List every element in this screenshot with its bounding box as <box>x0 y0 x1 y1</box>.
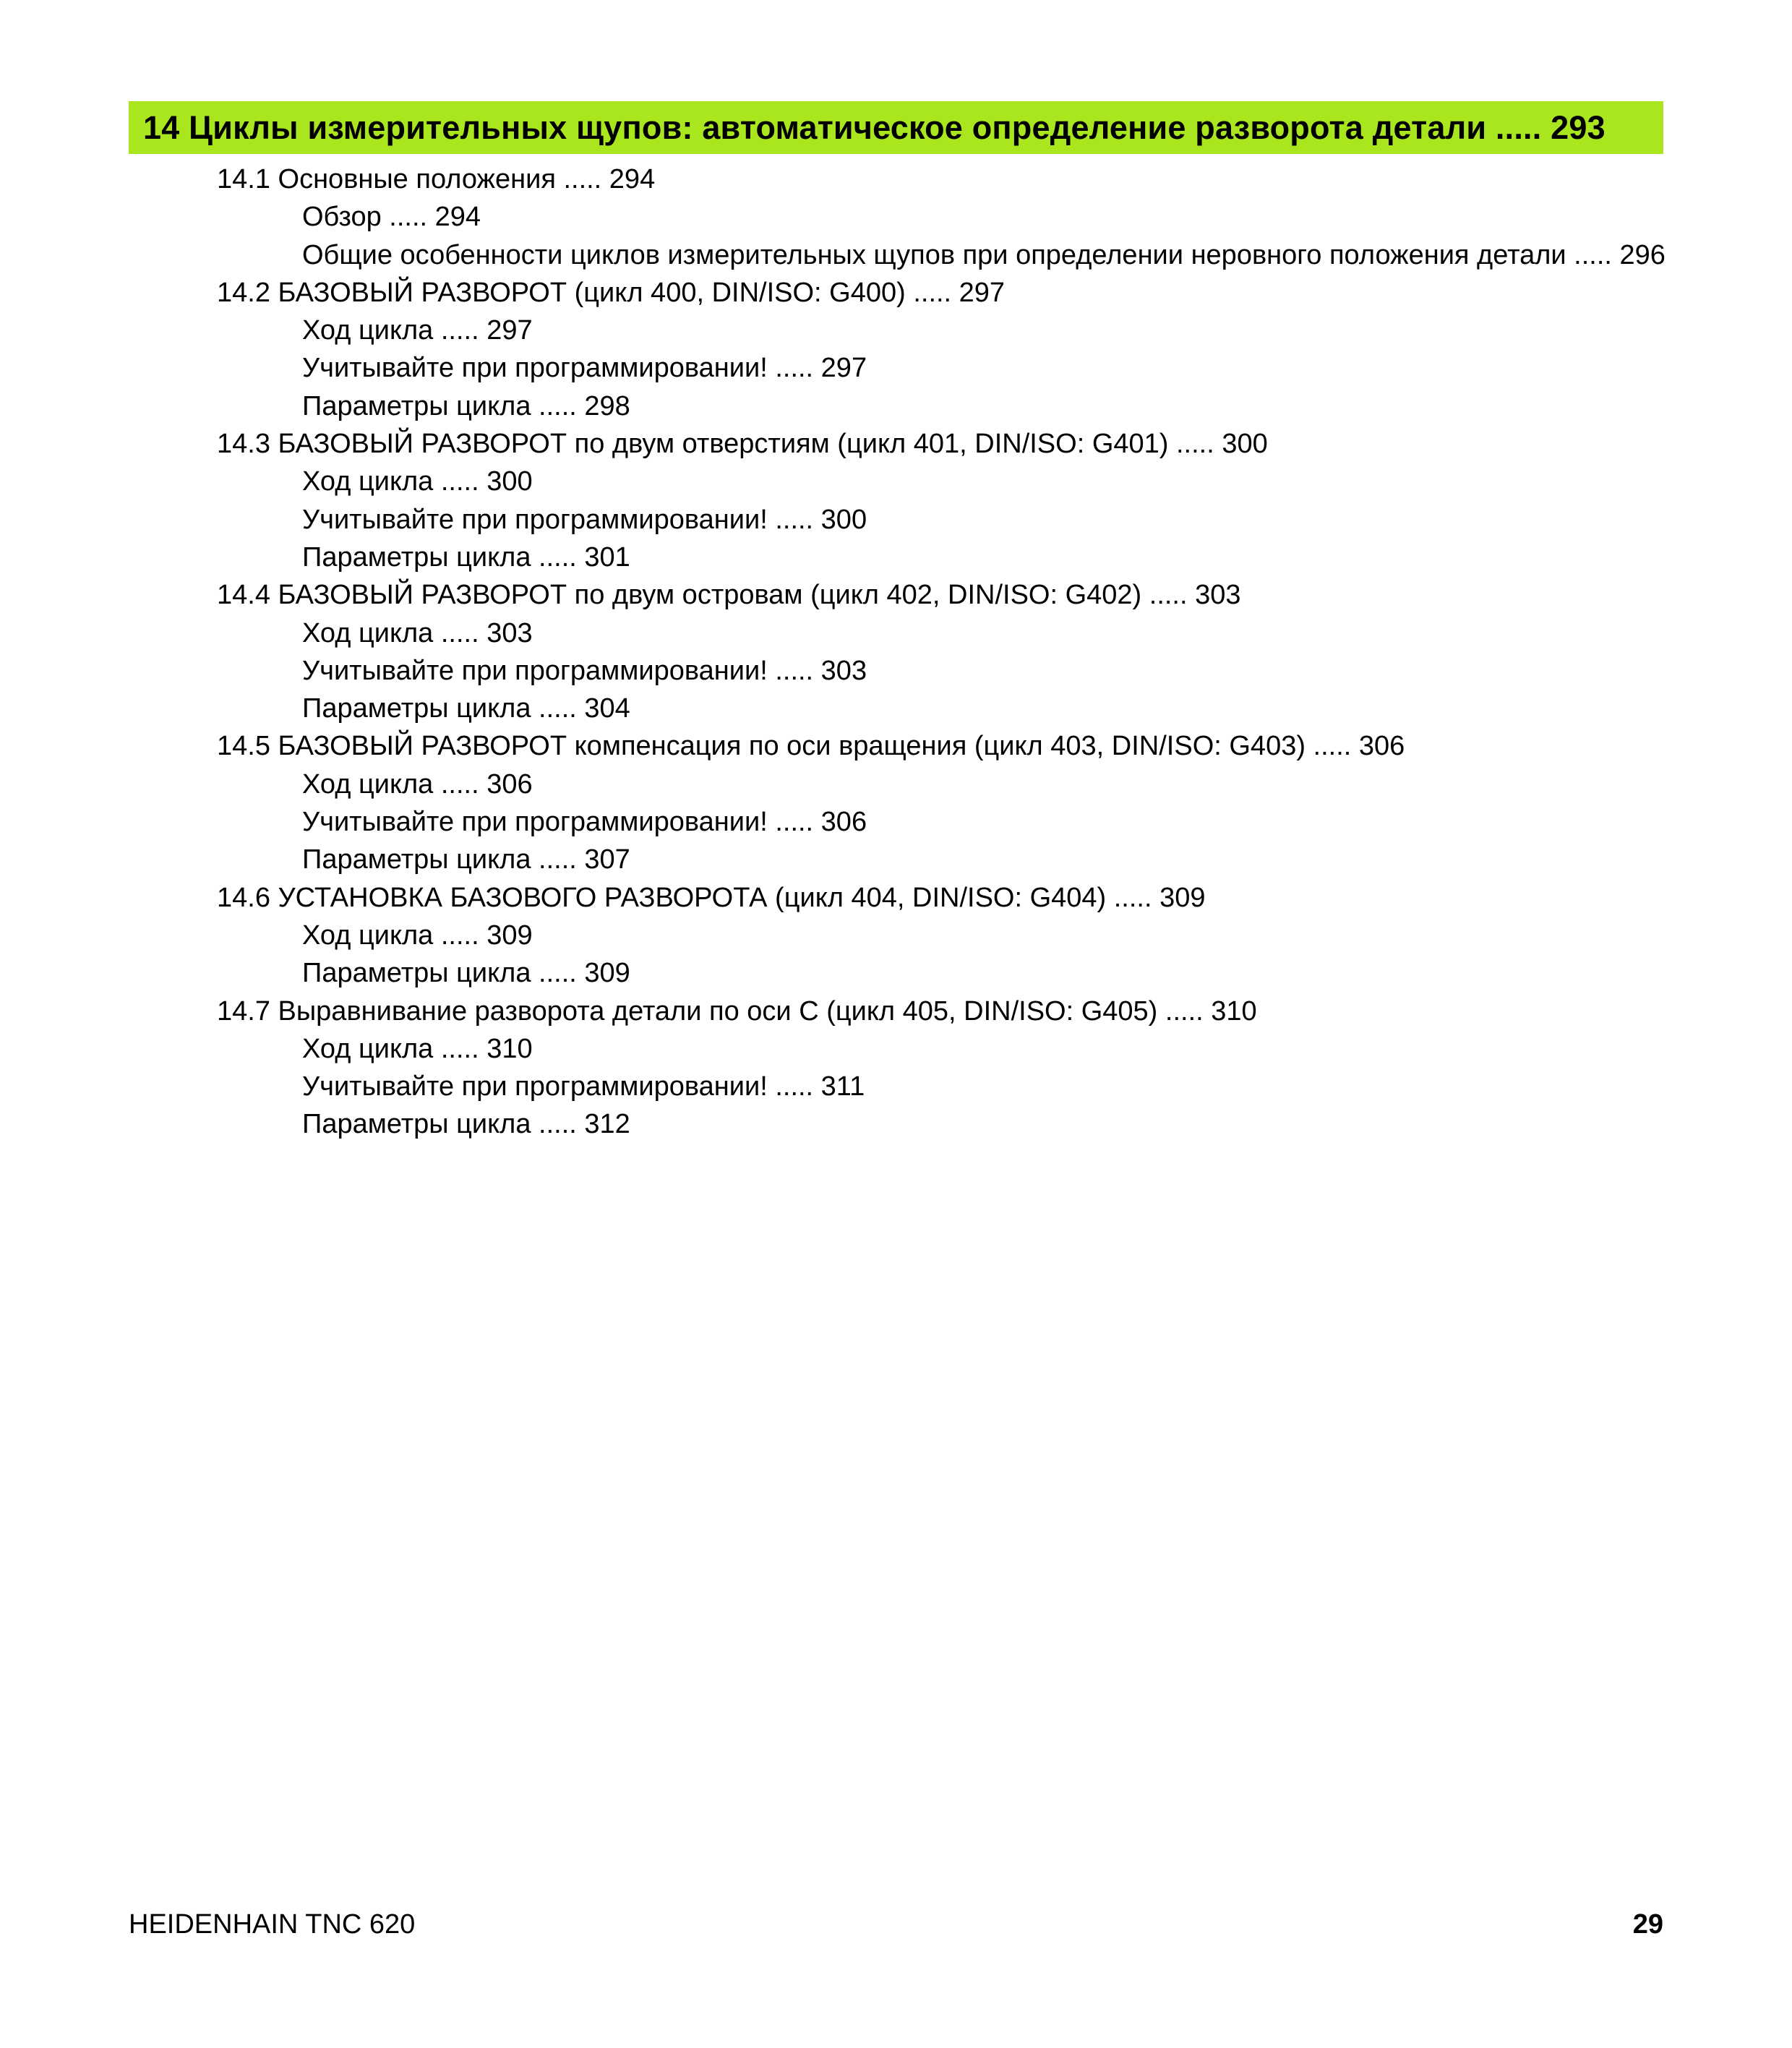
table-of-contents <box>0 160 1792 1144</box>
toc-subsection-entry[interactable]: Обзор ..... 294 <box>302 202 481 233</box>
toc-section-entry[interactable]: 14.2 БАЗОВЫЙ РАЗВОРОТ (цикл 400, DIN/ISO: G400) ..... 297 <box>217 277 1006 308</box>
toc-subsection-entry[interactable]: Учитывайте при программировании! ..... 303 <box>302 655 867 686</box>
toc-subsection-entry[interactable]: Учитывайте при программировании! ..... 311 <box>302 1071 865 1102</box>
toc-section-entry[interactable]: 14.4 БАЗОВЫЙ РАЗВОРОТ по двум островам (цикл 402, DIN/ISO: G402) ..... 303 <box>217 580 1241 611</box>
toc-subsection-entry[interactable]: Ход цикла ..... 310 <box>302 1033 533 1064</box>
toc-subsection-entry[interactable]: Параметры цикла ..... 301 <box>302 541 630 573</box>
toc-section-entry[interactable]: 14.3 БАЗОВЫЙ РАЗВОРОТ по двум отверстиям (цикл 401, DIN/ISO: G401) ..... 300 <box>217 429 1268 460</box>
toc-subsection-entry[interactable]: Параметры цикла ..... 304 <box>302 693 630 724</box>
toc-section-entry[interactable]: 14.5 БАЗОВЫЙ РАЗВОРОТ компенсация по оси вращения (цикл 403, DIN/ISO: G403) ..... 306 <box>217 731 1405 762</box>
toc-subsection-entry[interactable]: Параметры цикла ..... 307 <box>302 844 630 875</box>
toc-section-entry[interactable]: 14.1 Основные положения ..... 294 <box>217 164 656 194</box>
chapter-heading-bar <box>129 101 1663 154</box>
footer-page-number: 29 <box>1632 1909 1663 1940</box>
toc-section-entry[interactable]: 14.6 УСТАНОВКА БАЗОВОГО РАЗВОРОТА (цикл 404, DIN/ISO: G404) ..... 309 <box>217 882 1206 913</box>
toc-subsection-entry[interactable]: Параметры цикла ..... 298 <box>302 390 630 421</box>
toc-subsection-entry[interactable]: Ход цикла ..... 309 <box>302 920 533 951</box>
footer-product-name: HEIDENHAIN TNC 620 <box>129 1909 416 1940</box>
toc-subsection-entry[interactable]: Учитывайте при программировании! ..... 300 <box>302 504 867 535</box>
toc-subsection-entry[interactable]: Параметры цикла ..... 309 <box>302 958 630 989</box>
toc-subsection-entry[interactable]: Параметры цикла ..... 312 <box>302 1109 630 1140</box>
toc-section-entry[interactable]: 14.7 Выравнивание разворота детали по оси C (цикл 405, DIN/ISO: G405) ..... 310 <box>217 995 1257 1027</box>
chapter-title[interactable]: 14 Циклы измерительных щупов: автоматическое определение разворота детали ..... 293 <box>143 108 1605 146</box>
toc-subsection-entry[interactable]: Учитывайте при программировании! ..... 306 <box>302 807 867 838</box>
toc-subsection-entry[interactable]: Ход цикла ..... 297 <box>302 315 533 346</box>
toc-subsection-entry[interactable]: Учитывайте при программировании! ..... 297 <box>302 353 867 384</box>
toc-subsection-entry[interactable]: Ход цикла ..... 303 <box>302 617 533 648</box>
toc-subsection-entry[interactable]: Ход цикла ..... 306 <box>302 768 533 800</box>
toc-subsection-entry[interactable]: Ход цикла ..... 300 <box>302 466 533 497</box>
toc-subsection-entry[interactable]: Общие особенности циклов измерительных щупов при определении неровного положения детали ..... 296 <box>302 239 1665 270</box>
